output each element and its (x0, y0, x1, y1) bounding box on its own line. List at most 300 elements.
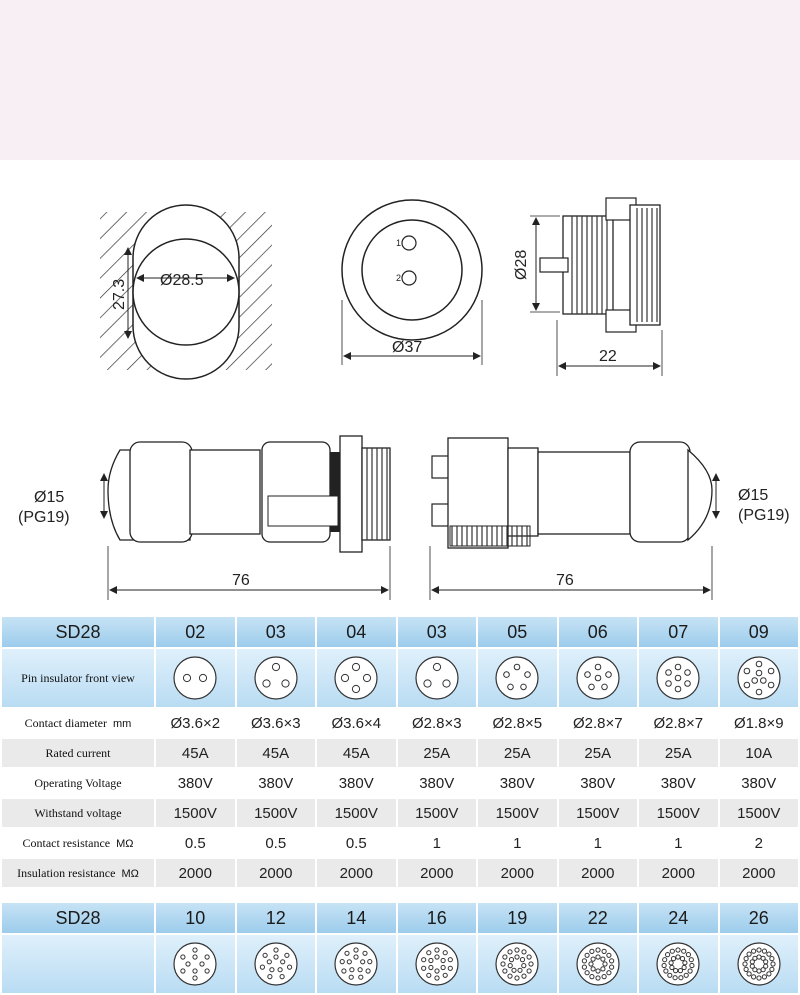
table1-col: 06 (559, 617, 638, 647)
pin-contact (350, 968, 354, 972)
table1-col: 09 (720, 617, 799, 647)
pin-contact (358, 968, 362, 972)
pin-face-icon (734, 653, 784, 703)
pin-contact (763, 960, 767, 964)
table1-col: 03 (237, 617, 316, 647)
pin-contact (366, 969, 370, 973)
pin-face-cell (639, 649, 718, 707)
table-cell: 0.5 (237, 829, 316, 857)
pin-contact (590, 975, 594, 979)
pin-contact (342, 969, 346, 973)
pin-face-cell (156, 935, 235, 993)
pin-contact (664, 969, 668, 973)
pin-contact (666, 953, 670, 957)
pin-contact (595, 664, 601, 670)
pin-contact (521, 684, 527, 690)
pin-contact (670, 949, 674, 953)
table-cell: 25A (639, 739, 718, 767)
table-cell: Ø3.6×2 (156, 709, 235, 737)
row-label: Operating Voltage (2, 769, 154, 797)
plug-left-length: 76 (232, 572, 250, 589)
table1-rated-current-row (2, 739, 798, 767)
pin-contact (529, 962, 533, 966)
pin-contact (589, 962, 593, 966)
table2-col: 26 (720, 903, 799, 933)
pin-contact (744, 668, 750, 674)
pin-contact (435, 969, 439, 973)
pin-contact (443, 973, 447, 977)
table-cell: 2000 (156, 859, 235, 887)
pin-contact (508, 974, 512, 978)
pin-contact (767, 952, 771, 956)
pin-contact (342, 674, 349, 681)
pin-face-icon (492, 939, 542, 989)
pin-contact (193, 976, 197, 980)
pin-face-icon (734, 939, 784, 989)
pin-contact (596, 955, 600, 959)
pin-contact (205, 955, 209, 959)
pin-face-icon (331, 653, 381, 703)
pin-contact (441, 958, 445, 962)
pin-face-cell (237, 649, 316, 707)
pin-contact (193, 955, 197, 959)
table-cell: 380V (559, 769, 638, 797)
pin-contact (596, 976, 600, 980)
face-diameter-label: Ø37 (392, 339, 423, 356)
pin-contact (503, 955, 507, 959)
table-cell: Ø2.8×7 (559, 709, 638, 737)
pin-face-cell (237, 935, 316, 993)
cutout-diameter-label: Ø28.5 (160, 272, 204, 289)
table-cell: 25A (559, 739, 638, 767)
pin-contact (268, 975, 272, 979)
pin-contact (685, 670, 691, 676)
pin-contact (272, 663, 279, 670)
table2-col: 12 (237, 903, 316, 933)
pin-contact (518, 968, 522, 972)
pin-face-cell (478, 649, 557, 707)
pin-contact (361, 960, 365, 964)
pin-contact (285, 953, 289, 957)
table-cell: 2 (720, 829, 799, 857)
plug-right-gland: (PG19) (738, 507, 790, 524)
pin-contact (193, 948, 197, 952)
pin-face-outline (496, 657, 538, 699)
pin-contact (274, 948, 278, 952)
plug-right-length: 76 (556, 572, 574, 589)
table1-contact-resistance-row (2, 829, 798, 857)
table-cell: 1500V (156, 799, 235, 827)
pin-contact (676, 955, 680, 959)
pin-contact (429, 965, 433, 969)
pin-face-cell (398, 935, 477, 993)
table2-col: 22 (559, 903, 638, 933)
pin-contact (186, 962, 190, 966)
table2-pin-view-row (2, 935, 798, 993)
pin-contact (588, 684, 594, 690)
pin-contact (353, 685, 360, 692)
pin-contact (670, 965, 674, 969)
pin-contact (345, 951, 349, 955)
pin-contact (267, 960, 271, 964)
pin-contact (435, 948, 439, 952)
pin-face-icon (170, 653, 220, 703)
pin-contact (685, 681, 691, 687)
table-cell: 2000 (478, 859, 557, 887)
pin-face-icon (331, 939, 381, 989)
pin-contact (363, 951, 367, 955)
pin-contact (744, 967, 748, 971)
pin-contact (353, 663, 360, 670)
pin-contact (675, 686, 681, 692)
pin-contact (508, 950, 512, 954)
pin-contact (681, 957, 685, 961)
row-unit: MΩ (116, 837, 134, 850)
pin-contact (200, 962, 204, 966)
pin-contact (282, 680, 289, 687)
table-cell: 45A (156, 739, 235, 767)
pin-face-icon (653, 939, 703, 989)
pin-contact (421, 966, 425, 970)
pin-face-icon (412, 653, 462, 703)
table-cell: 2000 (317, 859, 396, 887)
table1-model: SD28 (2, 617, 154, 647)
pin-contact (280, 975, 284, 979)
pin-contact (666, 681, 672, 687)
plug-right-cable-diameter: Ø15 (738, 487, 769, 504)
pin-contact (193, 969, 197, 973)
pin-contact (683, 961, 687, 965)
pin-contact (424, 680, 431, 687)
table-cell: 380V (398, 769, 477, 797)
pin-contact (669, 961, 673, 965)
pin-contact (274, 955, 278, 959)
pin-face-cell (317, 649, 396, 707)
pin-face-cell (559, 649, 638, 707)
pin-contact (601, 684, 607, 690)
pin-contact (666, 670, 672, 676)
pin-2-label: 2 (396, 273, 402, 283)
pin-contact (433, 663, 440, 670)
table1-col: 03 (398, 617, 477, 647)
pin-contact (757, 955, 761, 959)
pin-face-icon (412, 939, 462, 989)
pin-contact (602, 949, 606, 953)
table-cell: 1500V (237, 799, 316, 827)
pin-contact (354, 948, 358, 952)
pin-contact (525, 672, 531, 678)
pin-face-icon (573, 653, 623, 703)
table-cell: 0.5 (156, 829, 235, 857)
table-cell: 1 (559, 829, 638, 857)
pin-contact (744, 682, 750, 688)
pin-contact (768, 682, 774, 688)
table-cell: 380V (478, 769, 557, 797)
pin-contact (522, 974, 526, 978)
pin-contact (750, 964, 754, 968)
pin-contact (368, 960, 372, 964)
pin-contact (270, 968, 274, 972)
table1-pin-view-row (2, 649, 798, 707)
table-cell: Ø3.6×4 (317, 709, 396, 737)
pin-contact (756, 661, 762, 667)
row-label (2, 935, 154, 993)
panel-cutout-drawing (100, 205, 272, 379)
pin-contact (527, 955, 531, 959)
pin-contact (601, 957, 605, 961)
pin-contact (752, 678, 758, 684)
table-cell: 25A (398, 739, 477, 767)
pin-contact (585, 971, 589, 975)
pin-contact (751, 949, 755, 953)
table1-col: 04 (317, 617, 396, 647)
pin-contact (603, 962, 607, 966)
table2-col: 10 (156, 903, 235, 933)
side-view-drawing (513, 198, 662, 376)
pin-face-cell (156, 649, 235, 707)
pin-contact (263, 680, 270, 687)
table-cell: 380V (720, 769, 799, 797)
table1-col: 02 (156, 617, 235, 647)
pin-contact (514, 664, 520, 670)
pin-contact (184, 674, 191, 681)
pin-contact (596, 969, 600, 973)
pin-contact (508, 684, 514, 690)
spec-table-2 (0, 901, 800, 995)
table-cell: 380V (317, 769, 396, 797)
pin-contact (688, 969, 692, 973)
plug-right-drawing (430, 438, 790, 600)
pin-contact (762, 949, 766, 953)
cutout-flat-label: 27.3 (111, 278, 128, 310)
pin-face-icon (492, 653, 542, 703)
table1-withstand-voltage-row (2, 799, 798, 827)
table-cell: 2000 (639, 859, 718, 887)
pin-face-outline (174, 657, 216, 699)
pin-contact (607, 953, 611, 957)
pin-contact (676, 948, 680, 952)
drawing-canvas (0, 160, 800, 608)
pin-contact (512, 968, 516, 972)
row-label-text: Contact resistance (22, 835, 111, 850)
row-label-text: Insulation resistance (17, 865, 116, 880)
pin-contact (426, 951, 430, 955)
pin-contact (682, 949, 686, 953)
top-banner (0, 0, 800, 160)
pin-contact (515, 976, 519, 980)
pin-contact (684, 973, 688, 977)
pin-contact (426, 973, 430, 977)
table-cell: 45A (317, 739, 396, 767)
pin-contact (662, 963, 666, 967)
pin-contact (751, 975, 755, 979)
pin-contact (582, 959, 586, 963)
pin-contact (181, 955, 185, 959)
row-label: Withstand voltage (2, 799, 154, 827)
pin-contact (200, 674, 207, 681)
row-unit: MΩ (121, 867, 139, 880)
pin-contact (757, 948, 761, 952)
side-diameter-label: Ø28 (513, 249, 530, 280)
pin-face-cell (720, 649, 799, 707)
pin-contact (679, 976, 683, 980)
pin-contact (508, 964, 512, 968)
pin-contact (260, 965, 264, 969)
pin-contact (756, 689, 762, 695)
table1-header-row (2, 617, 798, 647)
front-face-drawing (342, 200, 482, 365)
pin-contact (435, 976, 439, 980)
pin-contact (435, 955, 439, 959)
table-cell: 2000 (720, 859, 799, 887)
pin-contact (744, 957, 748, 961)
pin-contact (760, 678, 766, 684)
pin-contact (762, 975, 766, 979)
pin-contact (205, 969, 209, 973)
pin-contact (757, 969, 761, 973)
table-cell: 380V (237, 769, 316, 797)
table-cell: 1 (478, 829, 557, 857)
spec-table-1 (0, 615, 800, 889)
table2-model: SD28 (2, 903, 154, 933)
pin-contact (582, 965, 586, 969)
pin-contact (690, 963, 694, 967)
pin-contact (347, 960, 351, 964)
pin-contact (609, 959, 613, 963)
pin-contact (590, 949, 594, 953)
pin-contact (761, 968, 765, 972)
pin-contact (503, 969, 507, 973)
table1-col: 07 (639, 617, 718, 647)
pin-contact (263, 953, 267, 957)
pin-contact (515, 948, 519, 952)
table-cell: 2000 (559, 859, 638, 887)
table2-header-row (2, 903, 798, 933)
pin-face-cell (720, 935, 799, 993)
table-cell: 45A (237, 739, 316, 767)
pin-contact (522, 964, 526, 968)
pin-contact (584, 672, 590, 678)
pin-contact (585, 953, 589, 957)
pin-contact (682, 965, 686, 969)
pin-contact (181, 969, 185, 973)
pin-contact (443, 951, 447, 955)
table-cell: 380V (156, 769, 235, 797)
plug-left-gland: (PG19) (18, 509, 70, 526)
pin-contact (605, 672, 611, 678)
table-cell: 380V (639, 769, 718, 797)
pin-contact (771, 962, 775, 966)
table-cell: 0.5 (317, 829, 396, 857)
row-label (2, 859, 154, 887)
table2-col: 14 (317, 903, 396, 933)
pin-contact (747, 972, 751, 976)
pin-contact (675, 664, 681, 670)
table1-operating-voltage-row (2, 769, 798, 797)
pin-face-cell (559, 935, 638, 993)
pin-contact (527, 969, 531, 973)
pin-contact (675, 675, 681, 681)
pin-contact (596, 948, 600, 952)
table-cell: 1500V (559, 799, 638, 827)
pin-face-icon (653, 653, 703, 703)
pin-contact (672, 957, 676, 961)
pin-face-icon (251, 939, 301, 989)
side-length-label: 22 (599, 348, 617, 365)
table-cell: Ø2.8×5 (478, 709, 557, 737)
pin-contact (595, 675, 601, 681)
pin-contact (448, 966, 452, 970)
pin-contact (340, 960, 344, 964)
pin-face-cell (639, 935, 718, 993)
pin-contact (359, 975, 363, 979)
table-cell: Ø3.6×3 (237, 709, 316, 737)
pin-face-icon (573, 939, 623, 989)
table-cell: 1 (398, 829, 477, 857)
table-cell: Ø1.8×9 (720, 709, 799, 737)
table-cell: 1 (639, 829, 718, 857)
table2-col: 16 (398, 903, 477, 933)
table-cell: 1500V (317, 799, 396, 827)
row-unit: mm (112, 717, 132, 730)
pin-contact (287, 965, 291, 969)
row-label (2, 829, 154, 857)
table-cell: Ø2.8×3 (398, 709, 477, 737)
table-cell: 25A (478, 739, 557, 767)
row-label (2, 709, 154, 737)
pin-1-label: 1 (396, 238, 402, 248)
pin-contact (501, 962, 505, 966)
technical-drawings (0, 160, 800, 608)
row-label: Rated current (2, 739, 154, 767)
pin-contact (349, 975, 353, 979)
row-label: Pin insulator front view (2, 649, 154, 707)
pin-contact (429, 958, 433, 962)
pin-contact (515, 955, 519, 959)
pin-contact (747, 952, 751, 956)
pin-contact (591, 967, 595, 971)
pin-contact (443, 680, 450, 687)
pin-contact (364, 674, 371, 681)
table-cell: 1500V (720, 799, 799, 827)
table-cell: 1500V (478, 799, 557, 827)
table2-col: 19 (478, 903, 557, 933)
pin-contact (743, 962, 747, 966)
pin-contact (441, 965, 445, 969)
pin-face-icon (170, 939, 220, 989)
pin-contact (504, 672, 510, 678)
pin-contact (757, 976, 761, 980)
table-cell: 2000 (237, 859, 316, 887)
pin-face-cell (317, 935, 396, 993)
pin-contact (673, 976, 677, 980)
pin-contact (770, 957, 774, 961)
pin-face-cell (398, 649, 477, 707)
row-label-text: Contact diameter (24, 715, 107, 730)
table2-col: 24 (639, 903, 718, 933)
pin-face-icon (251, 653, 301, 703)
table1-contact-diameter-row (2, 709, 798, 737)
table-cell: 10A (720, 739, 799, 767)
table-cell: 1500V (639, 799, 718, 827)
pin-contact (767, 972, 771, 976)
pin-face-cell (478, 935, 557, 993)
pin-contact (591, 957, 595, 961)
pin-contact (609, 965, 613, 969)
pin-contact (607, 971, 611, 975)
table1-col: 05 (478, 617, 557, 647)
table-cell: 1500V (398, 799, 477, 827)
